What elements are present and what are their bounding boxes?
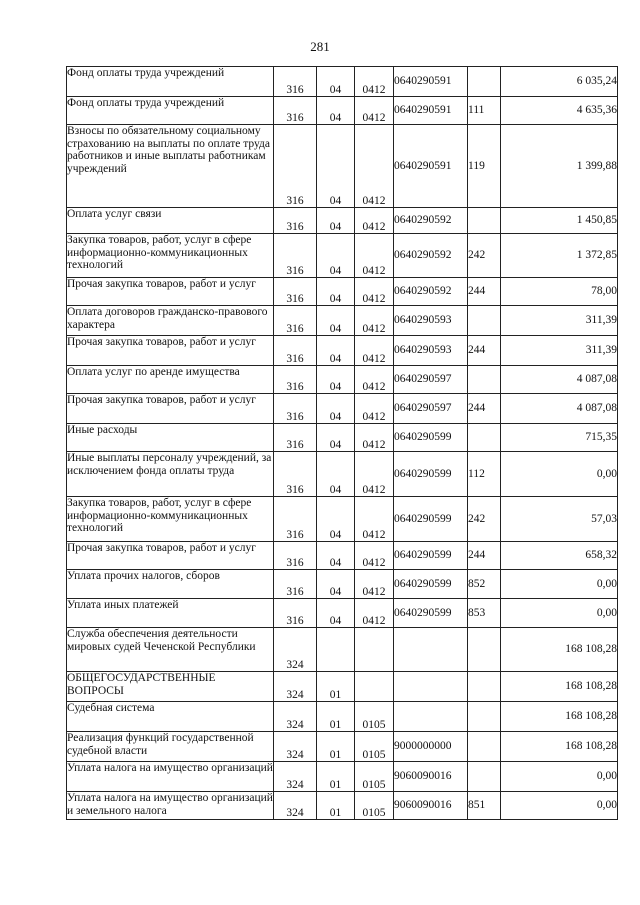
table-row <box>67 497 618 542</box>
row-name-cell: Оплата услуг связи <box>67 208 274 234</box>
expense-type-cell <box>468 366 501 394</box>
ved-code-cell: 316 <box>274 234 317 278</box>
table-row <box>67 97 618 125</box>
subsection-code-cell: 0105 <box>355 702 394 732</box>
target-article-cell: 0640290593 <box>394 306 468 336</box>
row-name-cell: Служба обеспечения деятельности мировых судей Чеченской Республики <box>67 628 274 672</box>
section-code-cell: 04 <box>317 336 355 366</box>
ved-code-cell: 316 <box>274 97 317 125</box>
section-code-cell: 04 <box>317 366 355 394</box>
amount-cell: 1 450,85 <box>501 208 618 234</box>
table-row <box>67 394 618 424</box>
section-code-cell <box>317 628 355 672</box>
expense-type-cell <box>468 424 501 452</box>
table-row <box>67 732 618 762</box>
section-code-cell: 04 <box>317 452 355 497</box>
expense-type-cell: 851 <box>468 792 501 820</box>
target-article-cell: 0640290597 <box>394 394 468 424</box>
table-row <box>67 306 618 336</box>
row-name-cell: Уплата иных платежей <box>67 599 274 628</box>
target-article-cell: 0640290591 <box>394 97 468 125</box>
expense-type-cell: 242 <box>468 497 501 542</box>
row-name-cell: Оплата договоров гражданско-правового характера <box>67 306 274 336</box>
target-article-cell: 0640290597 <box>394 366 468 394</box>
amount-cell: 168 108,28 <box>501 732 618 762</box>
ved-code-cell: 324 <box>274 792 317 820</box>
ved-code-cell: 316 <box>274 306 317 336</box>
amount-cell: 715,35 <box>501 424 618 452</box>
table-row <box>67 208 618 234</box>
subsection-code-cell: 0412 <box>355 125 394 208</box>
table-row <box>67 599 618 628</box>
row-name-cell: Реализация функций государственной судебной власти <box>67 732 274 762</box>
expense-type-cell: 244 <box>468 542 501 570</box>
amount-cell: 0,00 <box>501 452 618 497</box>
target-article-cell: 0640290592 <box>394 278 468 306</box>
target-article-cell: 0640290599 <box>394 599 468 628</box>
amount-cell: 4 635,36 <box>501 97 618 125</box>
amount-cell: 311,39 <box>501 336 618 366</box>
row-name-cell: Фонд оплаты труда учреждений <box>67 97 274 125</box>
target-article-cell <box>394 672 468 702</box>
amount-cell: 0,00 <box>501 599 618 628</box>
amount-cell: 1 399,88 <box>501 125 618 208</box>
amount-cell: 168 108,28 <box>501 672 618 702</box>
section-code-cell: 01 <box>317 762 355 792</box>
ved-code-cell: 316 <box>274 336 317 366</box>
amount-cell: 57,03 <box>501 497 618 542</box>
subsection-code-cell: 0105 <box>355 732 394 762</box>
ved-code-cell: 316 <box>274 570 317 599</box>
row-name-cell: Оплата услуг по аренде имущества <box>67 366 274 394</box>
expense-type-cell: 112 <box>468 452 501 497</box>
table-row <box>67 452 618 497</box>
target-article-cell: 0640290599 <box>394 424 468 452</box>
ved-code-cell: 316 <box>274 208 317 234</box>
ved-code-cell: 316 <box>274 278 317 306</box>
target-article-cell: 9000000000 <box>394 732 468 762</box>
row-name-cell: Взносы по обязательному социальному страхованию на выплаты по оплате труда работников и иные выплаты работникам учреждений <box>67 125 274 208</box>
table-row <box>67 628 618 672</box>
section-code-cell: 04 <box>317 278 355 306</box>
expense-type-cell: 244 <box>468 336 501 366</box>
target-article-cell: 9060090016 <box>394 792 468 820</box>
expense-type-cell: 242 <box>468 234 501 278</box>
target-article-cell: 0640290591 <box>394 125 468 208</box>
expense-type-cell <box>468 762 501 792</box>
amount-cell: 168 108,28 <box>501 702 618 732</box>
subsection-code-cell <box>355 672 394 702</box>
expense-type-cell <box>468 672 501 702</box>
row-name-cell: Закупка товаров, работ, услуг в сфере информационно-коммуникационных технологий <box>67 234 274 278</box>
table-row <box>67 424 618 452</box>
amount-cell: 0,00 <box>501 792 618 820</box>
section-code-cell: 04 <box>317 497 355 542</box>
section-code-cell: 04 <box>317 67 355 97</box>
subsection-code-cell: 0412 <box>355 424 394 452</box>
ved-code-cell: 316 <box>274 452 317 497</box>
ved-code-cell: 316 <box>274 394 317 424</box>
target-article-cell: 0640290591 <box>394 67 468 97</box>
expense-type-cell <box>468 628 501 672</box>
subsection-code-cell: 0412 <box>355 97 394 125</box>
table-row <box>67 234 618 278</box>
row-name-cell: Прочая закупка товаров, работ и услуг <box>67 542 274 570</box>
subsection-code-cell: 0412 <box>355 306 394 336</box>
subsection-code-cell: 0412 <box>355 394 394 424</box>
section-code-cell: 04 <box>317 234 355 278</box>
row-name-cell: Иные выплаты персоналу учреждений, за исключением фонда оплаты труда <box>67 452 274 497</box>
row-name-cell: ОБЩЕГОСУДАРСТВЕННЫЕ ВОПРОСЫ <box>67 672 274 702</box>
expense-type-cell <box>468 702 501 732</box>
section-code-cell: 04 <box>317 125 355 208</box>
subsection-code-cell: 0105 <box>355 792 394 820</box>
subsection-code-cell: 0412 <box>355 452 394 497</box>
expense-type-cell: 119 <box>468 125 501 208</box>
subsection-code-cell <box>355 628 394 672</box>
row-name-cell: Прочая закупка товаров, работ и услуг <box>67 394 274 424</box>
target-article-cell: 0640290599 <box>394 497 468 542</box>
subsection-code-cell: 0412 <box>355 234 394 278</box>
subsection-code-cell: 0412 <box>355 570 394 599</box>
row-name-cell: Уплата налога на имущество организаций и земельного налога <box>67 792 274 820</box>
table-row <box>67 67 618 97</box>
row-name-cell: Фонд оплаты труда учреждений <box>67 67 274 97</box>
table-row <box>67 702 618 732</box>
ved-code-cell: 324 <box>274 732 317 762</box>
expense-type-cell: 852 <box>468 570 501 599</box>
target-article-cell <box>394 702 468 732</box>
table-row <box>67 672 618 702</box>
section-code-cell: 04 <box>317 542 355 570</box>
section-code-cell: 01 <box>317 702 355 732</box>
subsection-code-cell: 0412 <box>355 336 394 366</box>
ved-code-cell: 324 <box>274 628 317 672</box>
target-article-cell: 0640290599 <box>394 542 468 570</box>
row-name-cell: Прочая закупка товаров, работ и услуг <box>67 336 274 366</box>
subsection-code-cell: 0412 <box>355 67 394 97</box>
target-article-cell <box>394 628 468 672</box>
row-name-cell: Закупка товаров, работ, услуг в сфере информационно-коммуникационных технологий <box>67 497 274 542</box>
expense-type-cell: 853 <box>468 599 501 628</box>
section-code-cell: 04 <box>317 570 355 599</box>
target-article-cell: 0640290592 <box>394 208 468 234</box>
section-code-cell: 01 <box>317 792 355 820</box>
subsection-code-cell: 0412 <box>355 497 394 542</box>
expense-type-cell: 111 <box>468 97 501 125</box>
amount-cell: 0,00 <box>501 762 618 792</box>
subsection-code-cell: 0412 <box>355 599 394 628</box>
row-name-cell: Судебная система <box>67 702 274 732</box>
row-name-cell: Иные расходы <box>67 424 274 452</box>
section-code-cell: 01 <box>317 732 355 762</box>
target-article-cell: 0640290593 <box>394 336 468 366</box>
section-code-cell: 04 <box>317 208 355 234</box>
table-row <box>67 570 618 599</box>
ved-code-cell: 316 <box>274 424 317 452</box>
target-article-cell: 0640290592 <box>394 234 468 278</box>
page-number: 281 <box>310 39 330 54</box>
row-name-cell: Прочая закупка товаров, работ и услуг <box>67 278 274 306</box>
table-row <box>67 278 618 306</box>
expense-type-cell <box>468 732 501 762</box>
expense-type-cell: 244 <box>468 394 501 424</box>
amount-cell: 6 035,24 <box>501 67 618 97</box>
section-code-cell: 04 <box>317 424 355 452</box>
subsection-code-cell: 0412 <box>355 542 394 570</box>
table-row <box>67 542 618 570</box>
expense-type-cell <box>468 306 501 336</box>
subsection-code-cell: 0412 <box>355 366 394 394</box>
expense-type-cell <box>468 67 501 97</box>
subsection-code-cell: 0105 <box>355 762 394 792</box>
ved-code-cell: 316 <box>274 366 317 394</box>
amount-cell: 4 087,08 <box>501 394 618 424</box>
ved-code-cell: 324 <box>274 672 317 702</box>
ved-code-cell: 316 <box>274 67 317 97</box>
amount-cell: 4 087,08 <box>501 366 618 394</box>
ved-code-cell: 324 <box>274 762 317 792</box>
table-row <box>67 792 618 820</box>
section-code-cell: 04 <box>317 599 355 628</box>
table-row <box>67 125 618 208</box>
ved-code-cell: 316 <box>274 599 317 628</box>
row-name-cell: Уплата налога на имущество организаций <box>67 762 274 792</box>
section-code-cell: 01 <box>317 672 355 702</box>
subsection-code-cell: 0412 <box>355 208 394 234</box>
ved-code-cell: 316 <box>274 125 317 208</box>
expense-type-cell: 244 <box>468 278 501 306</box>
subsection-code-cell: 0412 <box>355 278 394 306</box>
budget-table <box>66 66 618 820</box>
amount-cell: 78,00 <box>501 278 618 306</box>
target-article-cell: 0640290599 <box>394 452 468 497</box>
row-name-cell: Уплата прочих налогов, сборов <box>67 570 274 599</box>
section-code-cell: 04 <box>317 394 355 424</box>
table-row <box>67 336 618 366</box>
ved-code-cell: 316 <box>274 497 317 542</box>
target-article-cell: 9060090016 <box>394 762 468 792</box>
expense-type-cell <box>468 208 501 234</box>
ved-code-cell: 324 <box>274 702 317 732</box>
table-row <box>67 366 618 394</box>
amount-cell: 1 372,85 <box>501 234 618 278</box>
amount-cell: 168 108,28 <box>501 628 618 672</box>
table-row <box>67 762 618 792</box>
ved-code-cell: 316 <box>274 542 317 570</box>
target-article-cell: 0640290599 <box>394 570 468 599</box>
amount-cell: 0,00 <box>501 570 618 599</box>
section-code-cell: 04 <box>317 306 355 336</box>
section-code-cell: 04 <box>317 97 355 125</box>
amount-cell: 658,32 <box>501 542 618 570</box>
amount-cell: 311,39 <box>501 306 618 336</box>
